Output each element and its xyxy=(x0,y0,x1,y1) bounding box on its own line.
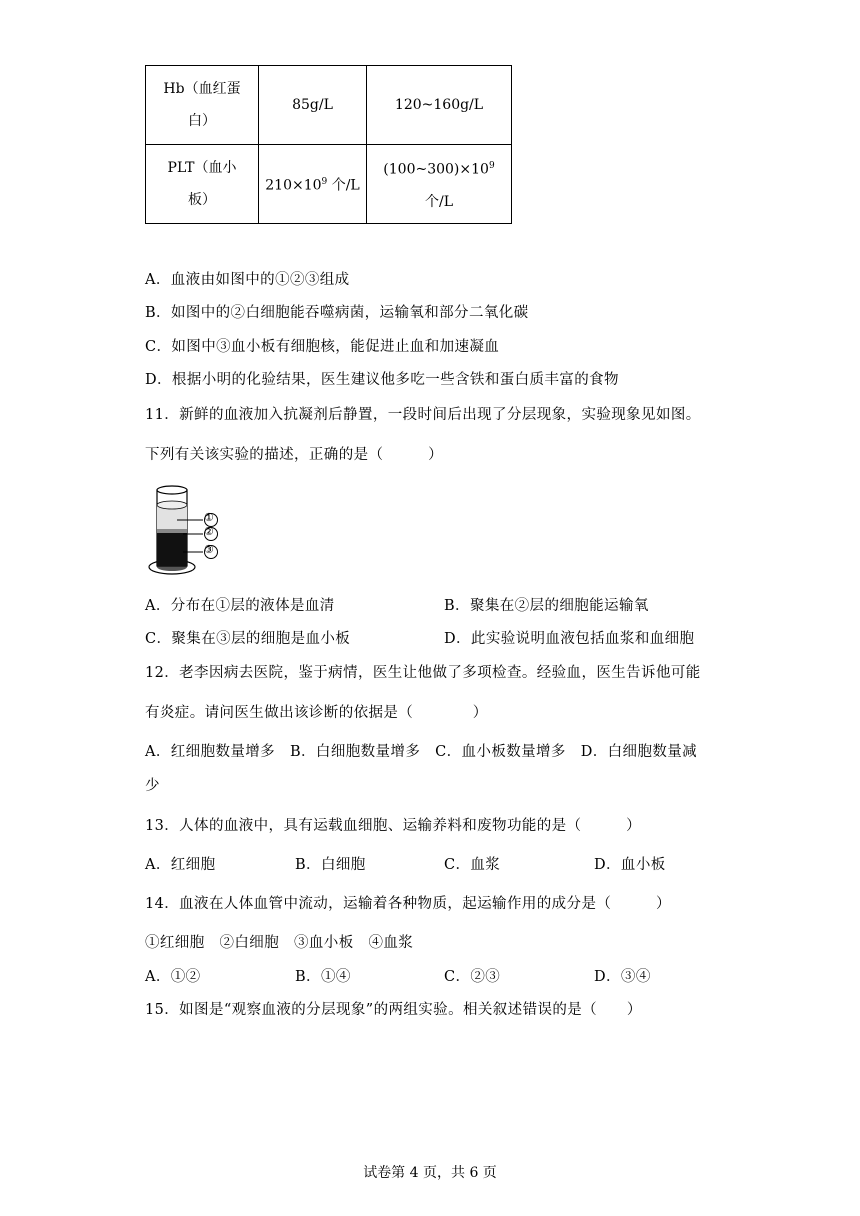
figure-label: ② xyxy=(204,525,215,538)
q14-option-d: D．③④ xyxy=(594,969,651,985)
q14-option-a: A．①② xyxy=(145,969,201,985)
q13-option-b: B．白细胞 xyxy=(295,857,366,873)
q13-option-d: D．血小板 xyxy=(594,857,666,873)
q11-stem: 下列有关该实验的描述，正确的是（ ） xyxy=(145,447,443,463)
q14-option-c: C．②③ xyxy=(444,969,501,985)
table-row xyxy=(146,66,512,145)
q11-option-d: D．此实验说明血液包括血浆和血细胞 xyxy=(444,631,695,647)
blood-tube-figure xyxy=(143,480,238,580)
q10-option-b: B．如图中的②白细胞能吞噬病菌，运输氧和部分二氧化碳 xyxy=(145,305,529,321)
q10-option-c: C．如图中③血小板有细胞核，能促进止血和加速凝血 xyxy=(145,339,500,355)
q12-options: 少 xyxy=(145,778,160,794)
table-cell: $210\times 10^9$ 个/L xyxy=(259,145,367,224)
figure-label: ③ xyxy=(204,543,215,556)
q15-stem: 15．如图是“观察血液的分层现象”的两组实验。相关叙述错误的是（ ） xyxy=(145,1002,642,1018)
blood-test-table xyxy=(145,65,512,224)
page-footer: 试卷第 4 页，共 6 页 xyxy=(363,1165,497,1181)
q13-option-c: C．血浆 xyxy=(444,857,501,873)
q11-option-b: B．聚集在②层的细胞能运输氧 xyxy=(444,598,649,614)
q12-stem: 有炎症。请问医生做出该诊断的依据是（ ） xyxy=(145,705,488,721)
q13-option-a: A．红细胞 xyxy=(145,857,216,873)
q14-option-b: B．①④ xyxy=(295,969,351,985)
table-cell: PLT（血小 板） xyxy=(146,145,259,224)
table-cell: $(100\sim 300)\times 10^9$ 个/L xyxy=(367,145,512,224)
q11-option-a: A．分布在①层的液体是血清 xyxy=(145,598,335,614)
figure-label: ① xyxy=(204,511,215,524)
q10-option-a: A．血液由如图中的①②③组成 xyxy=(145,272,350,288)
q14-items: ①红细胞 ②白细胞 ③血小板 ④血浆 xyxy=(145,935,414,951)
q11-option-c: C．聚集在③层的细胞是血小板 xyxy=(145,631,351,647)
q13-stem: 13．人体的血液中，具有运载血细胞、运输养料和废物功能的是（ ） xyxy=(145,818,642,834)
table-cell: 120~160g/L xyxy=(367,66,512,145)
q14-stem: 14．血液在人体血管中流动，运输着各种物质，起运输作用的成分是（ ） xyxy=(145,896,671,912)
table-cell: Hb（血红蛋 白） xyxy=(146,66,259,145)
table-row xyxy=(146,145,512,224)
q12-stem: 12．老李因病去医院，鉴于病情，医生让他做了多项检查。经验血，医生告诉他可能 xyxy=(145,665,701,681)
q12-options: A．红细胞数量增多 B．白细胞数量增多 C．血小板数量增多 D．白细胞数量减 xyxy=(145,744,698,760)
q11-stem: 11．新鲜的血液加入抗凝剂后静置，一段时间后出现了分层现象，实验现象见如图。 xyxy=(145,407,701,423)
table-cell: 85g/L xyxy=(259,66,367,145)
q10-option-d: D．根据小明的化验结果，医生建议他多吃一些含铁和蛋白质丰富的食物 xyxy=(145,372,619,388)
